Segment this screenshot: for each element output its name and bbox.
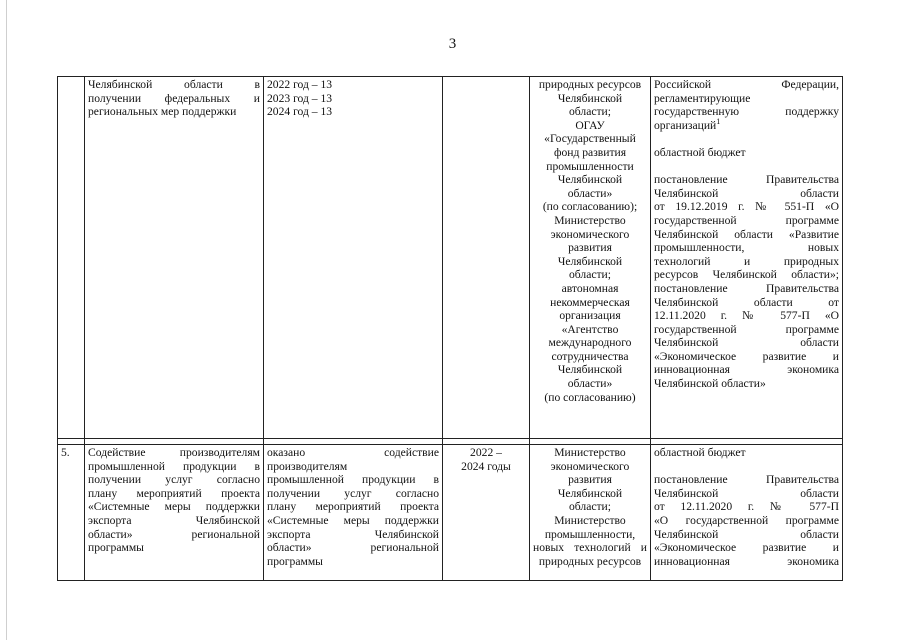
text-line: новых технологий и: [533, 541, 647, 555]
text-line: области;: [569, 268, 611, 282]
period-cell: [443, 445, 530, 581]
text-line: фонд развития: [553, 145, 627, 159]
text-line: получении федеральных и: [88, 91, 260, 105]
text-line: 2024 годы: [461, 459, 511, 473]
text-line: развития: [568, 473, 612, 487]
text-line: Челябинской: [557, 91, 623, 105]
text-line: (по согласованию);: [542, 200, 638, 214]
text-line: «Агентство: [561, 322, 619, 336]
text-line: сотрудничества: [551, 349, 629, 363]
text-line: инновационная экономика: [654, 554, 839, 568]
text-line: (по согласованию): [544, 390, 636, 404]
text-line: промышленной продукции в: [267, 473, 439, 487]
text-line: «Экономическое развитие и: [654, 349, 839, 363]
text-line: 2022 год – 13: [267, 78, 333, 91]
legal-basis-cell: [651, 445, 843, 581]
text-line: региональных мер поддержки: [88, 105, 237, 119]
measure-name-cell: [85, 445, 264, 581]
text-line: промышленности: [546, 159, 634, 173]
text-line: 12.11.2020 г. № 577-П «О: [654, 309, 839, 323]
text-line: некоммерческая: [550, 295, 630, 309]
executor-cell: [530, 77, 651, 439]
text-line: 2022 –: [470, 446, 502, 459]
text-line: Челябинской области: [654, 527, 839, 541]
text-line: регламентирующие: [654, 91, 751, 105]
page-edge-line: [6, 0, 7, 640]
footnote-mark: 1: [716, 116, 721, 126]
text-line: Содействие производителям: [88, 446, 260, 459]
row-number: 5.: [61, 446, 70, 459]
text-line: развития: [568, 241, 612, 255]
text-line: программы: [267, 554, 323, 568]
page-number: 3: [448, 36, 457, 52]
text-line: Челябинской области от: [654, 295, 839, 309]
text-line: природных ресурсов: [538, 78, 642, 91]
text-line: «Государственный: [544, 132, 636, 146]
text-line: ОГАУ: [575, 118, 605, 132]
text-line: от 19.12.2019 г. № 551-П «О: [654, 200, 839, 214]
text-line: государственной программе: [654, 213, 839, 227]
text-line: «Системные меры поддержки: [267, 513, 439, 527]
text-line: постановление Правительства: [654, 473, 839, 487]
indicator-cell: [264, 77, 443, 439]
text-line: технологий и природных: [654, 254, 839, 268]
text-line: 2024 год – 13: [267, 105, 333, 119]
text-line: Челябинской области: [654, 186, 839, 200]
text-line: Челябинской: [557, 254, 623, 268]
text-line: экспорта Челябинской: [88, 513, 260, 527]
text-line: от 12.11.2020 г. № 577-П: [654, 500, 839, 514]
text-line: программы: [88, 541, 144, 555]
measures-table: [57, 76, 843, 581]
text-line: Российской Федерации,: [654, 78, 839, 91]
text-line: области»: [567, 186, 613, 200]
text-line: плану мероприятий проекта: [88, 486, 260, 500]
text-line: постановление Правительства: [654, 173, 839, 187]
text-line: оказано содействие: [267, 446, 439, 459]
text-line: Челябинской: [557, 486, 623, 500]
text-line: «Системные меры поддержки: [88, 500, 260, 514]
text-line: Челябинской: [557, 173, 623, 187]
text-line: Челябинской: [557, 363, 623, 377]
row-number-cell: [58, 445, 85, 581]
text-line: ресурсов Челябинской области»;: [654, 268, 839, 282]
text-line: экспорта Челябинской: [267, 527, 439, 541]
text-line: производителям: [267, 459, 348, 473]
budget-source: областной бюджет: [654, 446, 746, 459]
text-line: области;: [569, 500, 611, 514]
text-line: Министерство: [554, 446, 626, 459]
measure-name-cell: [85, 77, 264, 439]
text-line: государственную поддержку: [654, 105, 839, 119]
text-line: организация: [559, 309, 621, 323]
text-line: области» региональной: [88, 527, 260, 541]
text-line: экономического: [550, 459, 630, 473]
text-line: 2023 год – 13: [267, 91, 333, 105]
text-line: автономная: [561, 281, 619, 295]
row-number-cell: [58, 77, 85, 439]
table-row: [58, 77, 843, 439]
text-line: промышленности,: [544, 527, 636, 541]
text-line: постановление Правительства: [654, 281, 839, 295]
text-line: Челябинской области «Развитие: [654, 227, 839, 241]
executor-cell: [530, 445, 651, 581]
text-line: области» региональной: [267, 541, 439, 555]
budget-source: областной бюджет: [654, 145, 746, 159]
text-line: промышленности, новых: [654, 241, 839, 255]
period-cell: [443, 77, 530, 439]
text-line: Министерство: [554, 213, 626, 227]
legal-basis-cell: [651, 77, 843, 439]
text-line: области;: [569, 105, 611, 119]
text-line: промышленной продукции в: [88, 459, 260, 473]
text-line: Министерство: [554, 513, 626, 527]
text-line: государственной программе: [654, 322, 839, 336]
text-line: получении услуг согласно: [88, 473, 260, 487]
table-row: [58, 445, 843, 581]
text-line: «О государственной программе: [654, 513, 839, 527]
text-line: Челябинской области в: [88, 78, 260, 91]
text-line: Челябинской области: [654, 486, 839, 500]
text-line: получении услуг согласно: [267, 486, 439, 500]
text-line: плану мероприятий проекта: [267, 500, 439, 514]
legal-basis-text: организаций: [654, 118, 717, 132]
text-line: экономического: [550, 227, 630, 241]
text-line: Челябинской области: [654, 336, 839, 350]
indicator-cell: [264, 445, 443, 581]
text-line: Челябинской области»: [654, 377, 766, 391]
text-line: области»: [567, 377, 613, 391]
text-line: природных ресурсов: [538, 554, 642, 568]
text-line: инновационная экономика: [654, 363, 839, 377]
text-line: международного: [548, 336, 632, 350]
text-line: «Экономическое развитие и: [654, 541, 839, 555]
